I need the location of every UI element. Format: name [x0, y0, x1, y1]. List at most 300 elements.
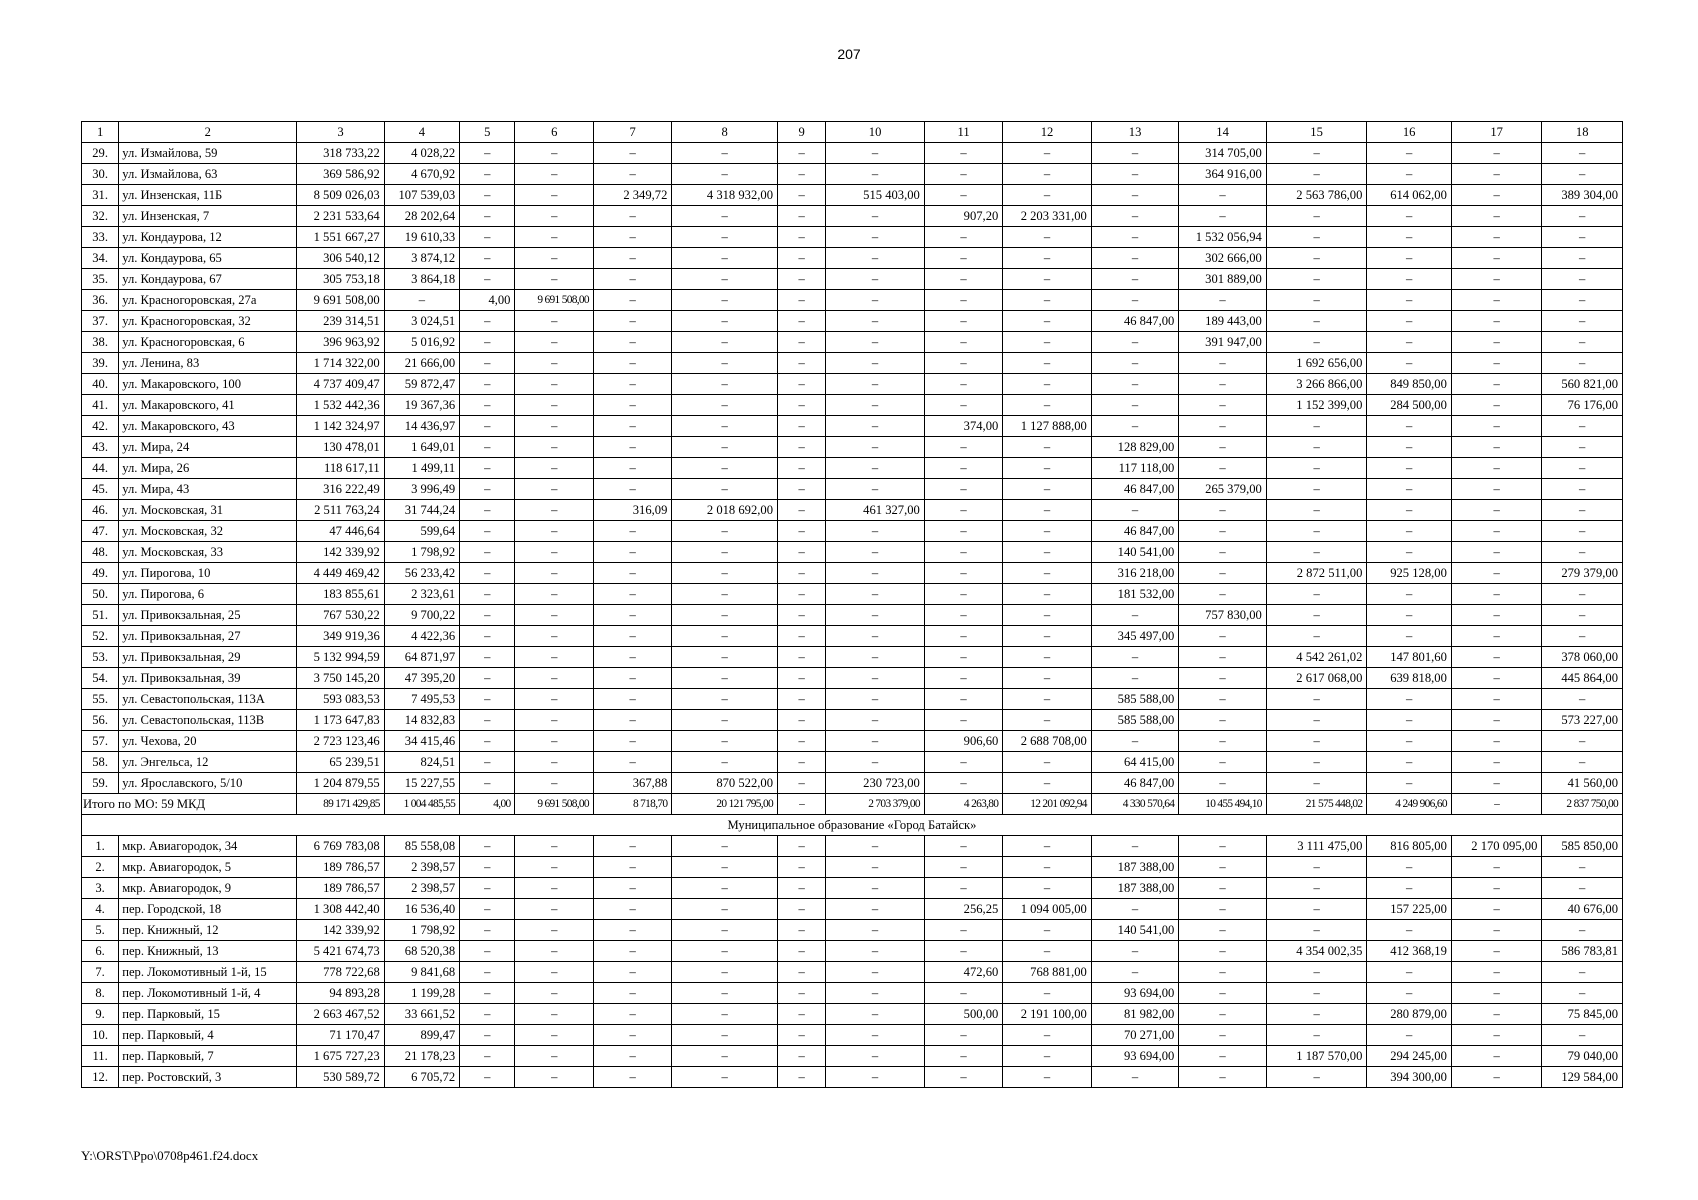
table-cell: – [1003, 542, 1092, 563]
table-cell: 76 176,00 [1542, 395, 1623, 416]
table-cell: 46 847,00 [1091, 479, 1179, 500]
table-cell: – [778, 878, 826, 899]
table-cell: 2 191 100,00 [1003, 1004, 1092, 1025]
table-cell: – [460, 353, 515, 374]
table-cell: – [1367, 773, 1451, 794]
table-cell: – [672, 437, 778, 458]
table-cell: – [1179, 1046, 1267, 1067]
table-cell: – [515, 941, 593, 962]
table-cell: – [672, 542, 778, 563]
table-row [82, 479, 1623, 500]
table-cell: – [826, 143, 925, 164]
row-index-cell: 7. [82, 962, 119, 983]
table-row [82, 521, 1623, 542]
total-cell: 2 837 750,00 [1542, 794, 1623, 815]
table-cell: – [778, 941, 826, 962]
table-cell: – [1091, 269, 1179, 290]
table-cell: 181 532,00 [1091, 584, 1179, 605]
table-cell: – [1451, 269, 1542, 290]
table-cell: – [778, 206, 826, 227]
table-cell: 4,00 [460, 290, 515, 311]
table-cell: – [924, 269, 1002, 290]
table-cell: 907,20 [924, 206, 1002, 227]
table-cell: – [1091, 1067, 1179, 1088]
table-cell: – [672, 269, 778, 290]
table-cell: 128 829,00 [1091, 437, 1179, 458]
address-cell: ул. Кондаурова, 67 [119, 269, 297, 290]
table-cell: – [1003, 773, 1092, 794]
table-cell: 68 520,38 [384, 941, 459, 962]
table-cell: 7 495,53 [384, 689, 459, 710]
row-index-cell: 54. [82, 668, 119, 689]
table-cell: – [672, 458, 778, 479]
total-cell: – [1451, 794, 1542, 815]
table-cell: – [1451, 605, 1542, 626]
table-cell: – [1003, 689, 1092, 710]
table-cell: – [1266, 458, 1367, 479]
table-cell: – [1091, 248, 1179, 269]
table-cell: – [924, 500, 1002, 521]
table-cell: – [1451, 626, 1542, 647]
address-cell: ул. Энгельса, 12 [119, 752, 297, 773]
table-cell: – [1367, 1025, 1451, 1046]
row-index-cell: 51. [82, 605, 119, 626]
table-cell: – [672, 689, 778, 710]
table-cell: 2 617 068,00 [1266, 668, 1367, 689]
table-cell: – [672, 647, 778, 668]
table-cell: – [1003, 395, 1092, 416]
address-cell: ул. Красногоровская, 27а [119, 290, 297, 311]
table-cell: – [515, 962, 593, 983]
table-cell: – [924, 1046, 1002, 1067]
table-cell: 515 403,00 [826, 185, 925, 206]
table-cell: – [672, 710, 778, 731]
table-cell: 316,09 [593, 500, 671, 521]
table-cell: – [924, 311, 1002, 332]
table-cell: – [1451, 227, 1542, 248]
table-cell: 2 203 331,00 [1003, 206, 1092, 227]
table-cell: – [1179, 899, 1267, 920]
table-cell: – [924, 668, 1002, 689]
table-cell: – [1451, 752, 1542, 773]
table-cell: 40 676,00 [1542, 899, 1623, 920]
table-cell: – [593, 542, 671, 563]
table-cell: 129 584,00 [1542, 1067, 1623, 1088]
table-cell: 9 691 508,00 [515, 290, 593, 311]
table-cell: – [778, 689, 826, 710]
table-cell: – [1003, 1046, 1092, 1067]
table-cell: – [1091, 290, 1179, 311]
table-cell: – [1451, 290, 1542, 311]
table-cell: – [924, 752, 1002, 773]
table-cell: – [460, 416, 515, 437]
table-cell: – [826, 689, 925, 710]
row-index-cell: 48. [82, 542, 119, 563]
table-cell: – [924, 1067, 1002, 1088]
table-cell: – [1003, 941, 1092, 962]
address-cell: пер. Парковый, 7 [119, 1046, 297, 1067]
table-cell: 318 733,22 [297, 143, 385, 164]
row-index-cell: 46. [82, 500, 119, 521]
table-cell: – [1451, 521, 1542, 542]
table-cell: – [1451, 1067, 1542, 1088]
table-cell: – [515, 143, 593, 164]
table-cell: – [826, 521, 925, 542]
table-cell: – [1542, 500, 1623, 521]
table-cell: 614 062,00 [1367, 185, 1451, 206]
table-cell: – [1266, 731, 1367, 752]
table-row [82, 689, 1623, 710]
table-cell: – [778, 920, 826, 941]
table-cell: – [1179, 437, 1267, 458]
table-cell: 1 499,11 [384, 458, 459, 479]
table-cell: – [1542, 248, 1623, 269]
table-cell: – [460, 647, 515, 668]
address-cell: ул. Московская, 32 [119, 521, 297, 542]
table-cell: – [515, 353, 593, 374]
section-title: Муниципальное образование «Город Батайск» [82, 815, 1623, 836]
table-cell: 6 705,72 [384, 1067, 459, 1088]
table-cell: 3 111 475,00 [1266, 836, 1367, 857]
table-cell: – [1003, 437, 1092, 458]
table-cell: – [460, 1004, 515, 1025]
table-cell: – [778, 353, 826, 374]
table-cell: 280 879,00 [1367, 1004, 1451, 1025]
table-cell: 140 541,00 [1091, 542, 1179, 563]
address-cell: ул. Пирогова, 10 [119, 563, 297, 584]
table-cell: 345 497,00 [1091, 626, 1179, 647]
table-cell: – [460, 941, 515, 962]
table-cell: – [1266, 899, 1367, 920]
table-cell: 369 586,92 [297, 164, 385, 185]
table-row [82, 185, 1623, 206]
table-cell: 2 872 511,00 [1266, 563, 1367, 584]
address-cell: ул. Московская, 33 [119, 542, 297, 563]
table-cell: 374,00 [924, 416, 1002, 437]
table-cell: – [1367, 500, 1451, 521]
table-cell: 142 339,92 [297, 920, 385, 941]
table-cell: – [1451, 353, 1542, 374]
table-cell: – [1542, 143, 1623, 164]
table-cell: – [778, 500, 826, 521]
table-cell: 3 750 145,20 [297, 668, 385, 689]
row-index-cell: 5. [82, 920, 119, 941]
table-cell: 46 847,00 [1091, 311, 1179, 332]
table-cell: – [593, 647, 671, 668]
table-cell: 5 016,92 [384, 332, 459, 353]
table-cell: – [460, 1046, 515, 1067]
table-cell: 21 666,00 [384, 353, 459, 374]
table-cell: – [1367, 689, 1451, 710]
table-cell: – [1179, 374, 1267, 395]
table-cell: 9 691 508,00 [297, 290, 385, 311]
table-cell: – [924, 647, 1002, 668]
table-cell: – [460, 773, 515, 794]
table-cell: – [1179, 710, 1267, 731]
table-cell: 3 996,49 [384, 479, 459, 500]
table-cell: – [826, 899, 925, 920]
row-index-cell: 1. [82, 836, 119, 857]
table-cell: – [924, 626, 1002, 647]
table-cell: 2 563 786,00 [1266, 185, 1367, 206]
table-cell: – [515, 1067, 593, 1088]
table-cell: – [460, 437, 515, 458]
table-cell: – [672, 164, 778, 185]
address-cell: ул. Чехова, 20 [119, 731, 297, 752]
table-cell: – [515, 437, 593, 458]
table-cell: – [672, 248, 778, 269]
table-cell: – [672, 962, 778, 983]
table-cell: 316 218,00 [1091, 563, 1179, 584]
table-cell: – [672, 920, 778, 941]
table-cell: – [1542, 857, 1623, 878]
table-cell: – [1003, 647, 1092, 668]
table-cell: – [1179, 878, 1267, 899]
table-cell: – [924, 563, 1002, 584]
table-cell: – [1003, 500, 1092, 521]
table-cell: – [826, 332, 925, 353]
table-cell: – [778, 857, 826, 878]
table-cell: 9 700,22 [384, 605, 459, 626]
row-index-cell: 59. [82, 773, 119, 794]
table-cell: – [515, 836, 593, 857]
table-cell: – [826, 458, 925, 479]
table-cell: – [1542, 227, 1623, 248]
table-cell: 4 318 932,00 [672, 185, 778, 206]
address-cell: пер. Книжный, 12 [119, 920, 297, 941]
table-cell: – [1367, 164, 1451, 185]
table-cell: 107 539,03 [384, 185, 459, 206]
table-cell: 239 314,51 [297, 311, 385, 332]
table-cell: 94 893,28 [297, 983, 385, 1004]
total-cell: 4,00 [460, 794, 515, 815]
table-cell: – [515, 605, 593, 626]
row-index-cell: 9. [82, 1004, 119, 1025]
table-cell: 2 688 708,00 [1003, 731, 1092, 752]
table-cell: – [593, 269, 671, 290]
address-cell: ул. Привокзальная, 29 [119, 647, 297, 668]
table-cell: 301 889,00 [1179, 269, 1267, 290]
table-cell: – [1266, 689, 1367, 710]
total-cell: 1 004 485,55 [384, 794, 459, 815]
table-cell: 28 202,64 [384, 206, 459, 227]
table-cell: – [1003, 479, 1092, 500]
table-cell: 1 714 322,00 [297, 353, 385, 374]
table-cell: 279 379,00 [1542, 563, 1623, 584]
table-cell: – [1451, 773, 1542, 794]
table-cell: 140 541,00 [1091, 920, 1179, 941]
table-cell: – [778, 710, 826, 731]
table-cell: – [1179, 290, 1267, 311]
table-cell: – [1451, 437, 1542, 458]
table-cell: – [593, 479, 671, 500]
table-cell: 585 850,00 [1542, 836, 1623, 857]
table-cell: – [593, 1004, 671, 1025]
table-cell: – [1542, 878, 1623, 899]
table-cell: – [1451, 332, 1542, 353]
table-row [82, 1067, 1623, 1088]
total-cell: 89 171 429,85 [297, 794, 385, 815]
table-cell: – [826, 857, 925, 878]
table-cell: – [778, 290, 826, 311]
table-cell: 305 753,18 [297, 269, 385, 290]
table-row [82, 563, 1623, 584]
table-row [82, 395, 1623, 416]
table-cell: 778 722,68 [297, 962, 385, 983]
table-cell: 183 855,61 [297, 584, 385, 605]
table-cell: – [460, 1067, 515, 1088]
table-cell: 1 187 570,00 [1266, 1046, 1367, 1067]
table-row [82, 962, 1623, 983]
table-cell: – [460, 899, 515, 920]
table-cell: 2 398,57 [384, 857, 459, 878]
table-cell: – [515, 185, 593, 206]
table-cell: – [593, 311, 671, 332]
table-cell: – [460, 920, 515, 941]
table-cell: – [1451, 983, 1542, 1004]
table-cell: – [1266, 920, 1367, 941]
table-cell: 8 509 026,03 [297, 185, 385, 206]
table-cell: – [778, 1046, 826, 1067]
table-cell: – [1091, 164, 1179, 185]
table-row [82, 353, 1623, 374]
table-cell: – [1367, 479, 1451, 500]
table-cell: 768 881,00 [1003, 962, 1092, 983]
table-cell: – [1003, 458, 1092, 479]
table-cell: – [593, 689, 671, 710]
row-index-cell: 12. [82, 1067, 119, 1088]
table-cell: – [1451, 185, 1542, 206]
table-cell: – [1367, 731, 1451, 752]
table-cell: – [515, 164, 593, 185]
table-cell: – [778, 374, 826, 395]
column-number-header: 15 [1266, 122, 1367, 143]
table-cell: – [924, 836, 1002, 857]
table-cell: – [924, 374, 1002, 395]
table-cell: – [826, 605, 925, 626]
table-cell: 41 560,00 [1542, 773, 1623, 794]
table-cell: 302 666,00 [1179, 248, 1267, 269]
table-cell: – [778, 773, 826, 794]
table-cell: – [593, 668, 671, 689]
table-cell: 378 060,00 [1542, 647, 1623, 668]
table-cell: – [1451, 878, 1542, 899]
table-cell: – [778, 899, 826, 920]
table-cell: 560 821,00 [1542, 374, 1623, 395]
table-cell: – [1367, 542, 1451, 563]
table-cell: – [924, 542, 1002, 563]
table-cell: – [1451, 668, 1542, 689]
table-cell: – [672, 584, 778, 605]
table-cell: 230 723,00 [826, 773, 925, 794]
table-cell: – [924, 710, 1002, 731]
table-cell: – [672, 941, 778, 962]
table-cell: – [515, 269, 593, 290]
table-cell: – [1003, 353, 1092, 374]
row-index-cell: 8. [82, 983, 119, 1004]
table-cell: – [1367, 206, 1451, 227]
table-cell: – [515, 689, 593, 710]
table-cell: – [1003, 248, 1092, 269]
table-cell: – [1003, 668, 1092, 689]
table-cell: 585 588,00 [1091, 689, 1179, 710]
table-cell: – [593, 962, 671, 983]
table-cell: – [924, 983, 1002, 1004]
table-cell: – [1003, 1025, 1092, 1046]
table-cell: 1 532 056,94 [1179, 227, 1267, 248]
table-row [82, 416, 1623, 437]
table-cell: – [672, 857, 778, 878]
table-cell: 6 769 783,08 [297, 836, 385, 857]
table-cell: – [924, 584, 1002, 605]
table-cell: 767 530,22 [297, 605, 385, 626]
address-cell: ул. Измайлова, 59 [119, 143, 297, 164]
table-cell: – [1091, 962, 1179, 983]
table-cell: – [515, 1025, 593, 1046]
table-cell: 9 841,68 [384, 962, 459, 983]
table-cell: – [460, 248, 515, 269]
row-index-cell: 47. [82, 521, 119, 542]
address-cell: ул. Ленина, 83 [119, 353, 297, 374]
table-cell: – [1179, 920, 1267, 941]
table-cell: – [778, 164, 826, 185]
table-cell: – [515, 311, 593, 332]
table-cell: – [672, 563, 778, 584]
table-cell: 757 830,00 [1179, 605, 1267, 626]
table-cell: – [826, 626, 925, 647]
table-cell: 1 798,92 [384, 542, 459, 563]
table-cell: 47 395,20 [384, 668, 459, 689]
table-cell: 187 388,00 [1091, 857, 1179, 878]
table-cell: 1 532 442,36 [297, 395, 385, 416]
table-cell: – [1091, 416, 1179, 437]
table-cell: – [515, 458, 593, 479]
table-cell: – [1179, 458, 1267, 479]
table-cell: – [1266, 311, 1367, 332]
table-cell: – [593, 731, 671, 752]
table-cell: – [672, 374, 778, 395]
table-cell: – [778, 647, 826, 668]
table-cell: – [1266, 542, 1367, 563]
table-cell: – [384, 290, 459, 311]
table-cell: – [1003, 878, 1092, 899]
table-cell: – [778, 1025, 826, 1046]
address-cell: ул. Мира, 43 [119, 479, 297, 500]
column-number-header: 4 [384, 122, 459, 143]
table-cell: – [924, 395, 1002, 416]
table-cell: – [826, 206, 925, 227]
table-cell: 4 422,36 [384, 626, 459, 647]
table-cell: 2 170 095,00 [1451, 836, 1542, 857]
table-cell: 3 024,51 [384, 311, 459, 332]
table-cell: – [460, 269, 515, 290]
table-cell: 1 127 888,00 [1003, 416, 1092, 437]
row-index-cell: 40. [82, 374, 119, 395]
table-cell: 2 323,61 [384, 584, 459, 605]
table-cell: – [1367, 332, 1451, 353]
address-cell: ул. Московская, 31 [119, 500, 297, 521]
column-number-header: 14 [1179, 122, 1267, 143]
table-cell: – [593, 899, 671, 920]
address-cell: ул. Мира, 24 [119, 437, 297, 458]
row-index-cell: 6. [82, 941, 119, 962]
table-cell: 367,88 [593, 773, 671, 794]
table-cell: – [1266, 206, 1367, 227]
table-cell: – [1179, 353, 1267, 374]
table-cell: – [1003, 752, 1092, 773]
table-cell: – [1179, 521, 1267, 542]
table-cell: – [1367, 752, 1451, 773]
